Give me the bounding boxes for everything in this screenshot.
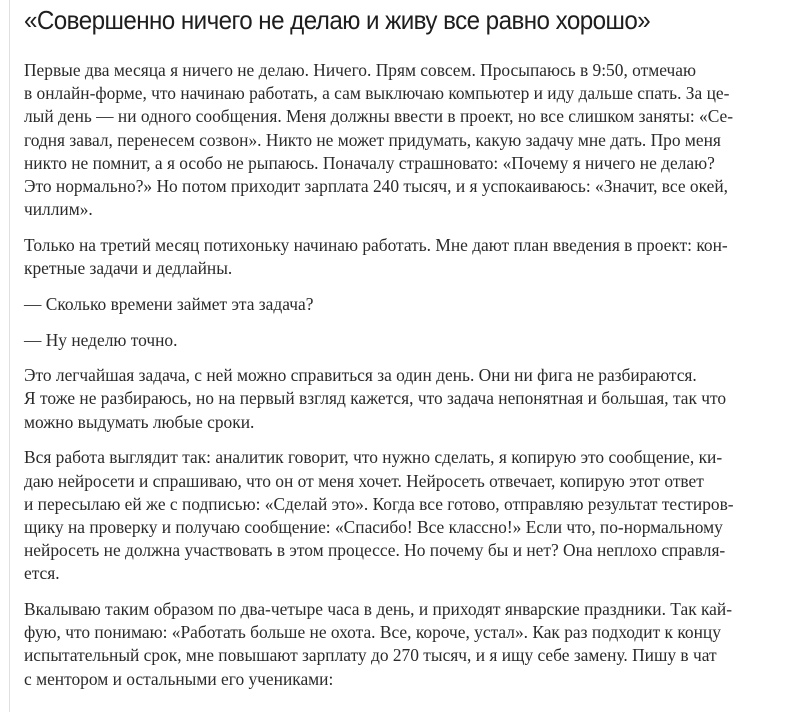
text-line: чиллим». (24, 199, 93, 220)
text-line: — Ну неделю точно. (24, 329, 178, 350)
paragraph-holidays (24, 598, 794, 691)
text-line: с ментором и остальными его учениками: (24, 668, 334, 689)
text-line: фую, что понимаю: «Работать больше не охота. Все, короче, устал». Как раз подходит к концу (24, 622, 721, 643)
text-line: лый день — ни одного сообщения. Меня должны ввести в проект, но все слишком заняты: «Се- (24, 106, 734, 127)
text-line: — Сколько времени займет эта задача? (24, 293, 314, 314)
text-line: годня завал, перенесем созвон». Никто не может придумать, какую задачу мне дать. Про меня (24, 129, 721, 150)
dialogue-answer (24, 329, 794, 352)
text-line: никто не помнит, а я особо не рыпаюсь. Поначалу страшновато: «Почему я ничего не делаю? (24, 152, 715, 173)
text-line: щику на проверку и получаю сообщение: «Спасибо! Все классно!» Если что, по-нормальному (24, 516, 723, 537)
text-line: ется. (24, 563, 60, 584)
text-line: нейросеть не должна участвовать в этом процессе. Но почему бы и нет? Она неплохо справля- (24, 540, 726, 561)
paragraph-first-months (24, 59, 794, 221)
paragraph-easy-task (24, 364, 794, 434)
text-line: Только на третий месяц потихоньку начинаю работать. Мне дают план введения в проект: кон- (24, 234, 728, 255)
text-line: Это легчайшая задача, с ней можно справиться за один день. Они ни фига не разбираются. (24, 365, 697, 386)
left-border-rule (9, 0, 10, 712)
text-line: Вкалываю таким образом по два-четыре часа в день, и приходят январские праздники. Так кай- (24, 599, 732, 620)
paragraph-workflow (24, 446, 794, 585)
text-line: даю нейросети и спрашиваю, что он от меня хочет. Нейросеть отвечает, копирую этот ответ (24, 470, 704, 491)
text-line: испытательный срок, мне повышают зарплату до 270 тысяч, и я ищу себе замену. Пишу в чат (24, 645, 717, 666)
text-line: Я тоже не разбираюсь, но на первый взгляд кажется, что задача непонятная и большая, так что (24, 388, 727, 409)
text-line: Это нормально?» Но потом приходит зарплата 240 тысяч, и я успокаиваюсь: «Значит, все окей, (24, 176, 728, 197)
text-line: и пересылаю ей же с подписью: «Сделай это». Когда все готово, отправляю результат тестиров- (24, 493, 734, 514)
text-line: Вся работа выглядит так: аналитик говорит, что нужно сделать, я копирую это сообщение, ки- (24, 447, 723, 468)
dialogue-question (24, 293, 794, 316)
article-body (24, 59, 794, 703)
paragraph-third-month (24, 234, 794, 280)
text-line: в онлайн-форме, что начинаю работать, а сам выключаю компьютер и иду дальше спать. За це- (24, 83, 730, 104)
article-heading: «Совершенно ничего не делаю и живу все равно хорошо» (24, 5, 651, 35)
text-line: Первые два месяца я ничего не делаю. Ничего. Прям совсем. Просыпаюсь в 9:50, отмечаю (24, 60, 696, 80)
text-line: кретные задачи и дедлайны. (24, 258, 233, 279)
text-line: можно выдумать любые сроки. (24, 411, 255, 432)
